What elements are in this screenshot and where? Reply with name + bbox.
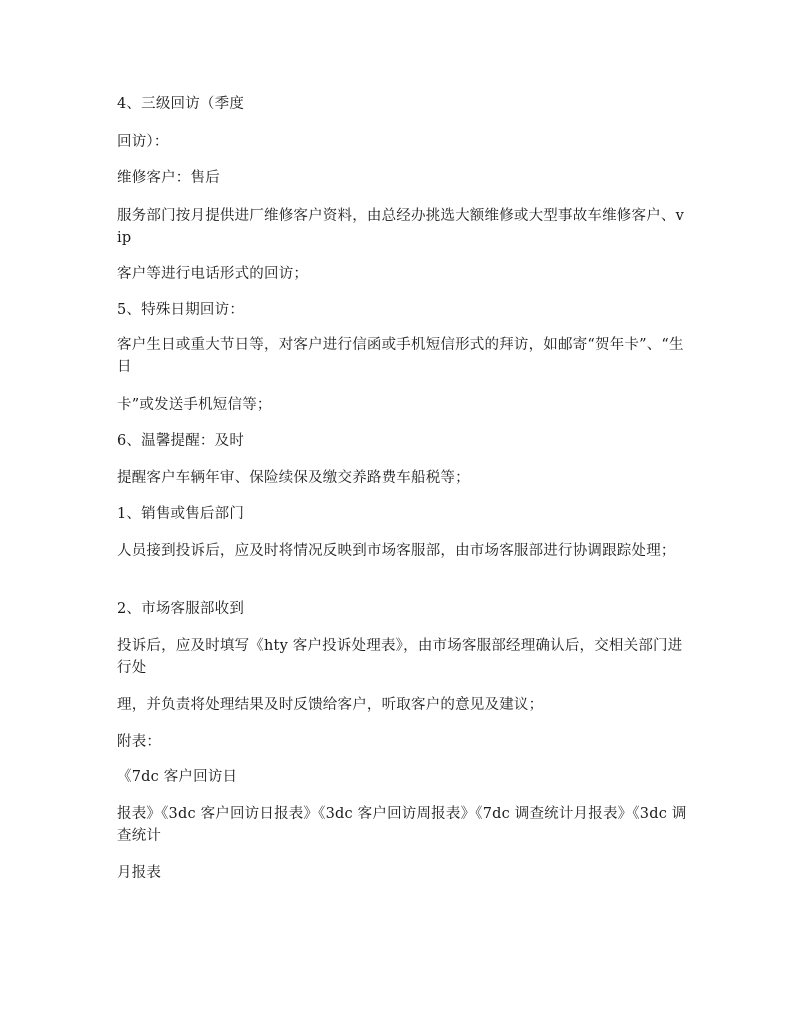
paragraph-11: 1、销售或售后部门 bbox=[117, 506, 245, 522]
paragraph-13: 2、市场客服部收到 bbox=[117, 601, 245, 617]
paragraph-3: 维修客户：售后 bbox=[117, 170, 220, 186]
paragraph-5: 客户等进行电话形式的回访； bbox=[117, 266, 309, 282]
paragraph-7: 客户生日或重大节日等，对客户进行信函或手机短信形式的拜访，如邮寄“贺年卡”、“生日 bbox=[117, 337, 684, 375]
paragraph-2: 回访）： bbox=[117, 134, 169, 150]
paragraph-9: 6、温馨提醒：及时 bbox=[117, 433, 245, 449]
paragraph-6: 5、特殊日期回访： bbox=[117, 302, 245, 318]
paragraph-15: 理，并负责将处理结果及时反馈给客户，听取客户的意见及建议； bbox=[117, 697, 544, 713]
paragraph-1: 4、三级回访（季度 bbox=[117, 96, 245, 112]
paragraph-14: 投诉后，应及时填写《hty 客户投诉处理表》，由市场客服部经理确认后，交相关部门进行处 bbox=[117, 638, 683, 676]
paragraph-10: 提醒客户车辆年审、保险续保及缴交养路费车船税等； bbox=[117, 470, 470, 486]
paragraph-4: 服务部门按月提供进厂维修客户资料，由总经办挑选大额维修或大型事故车维修客户、vip bbox=[117, 208, 684, 246]
paragraph-19: 月报表 bbox=[117, 865, 162, 881]
paragraph-8: 卡”或发送手机短信等； bbox=[117, 397, 272, 413]
paragraph-17: 《7dc 客户回访日 bbox=[117, 769, 238, 785]
paragraph-12: 人员接到投诉后，应及时将情况反映到市场客服部，由市场客服部进行协调跟踪处理； bbox=[117, 543, 676, 559]
paragraph-16: 附表： bbox=[117, 734, 162, 750]
paragraph-18: 报表》《3dc 客户回访日报表》《3dc 客户回访周报表》《7dc 调查统计月报表》《3dc 调查统计 bbox=[117, 806, 687, 844]
